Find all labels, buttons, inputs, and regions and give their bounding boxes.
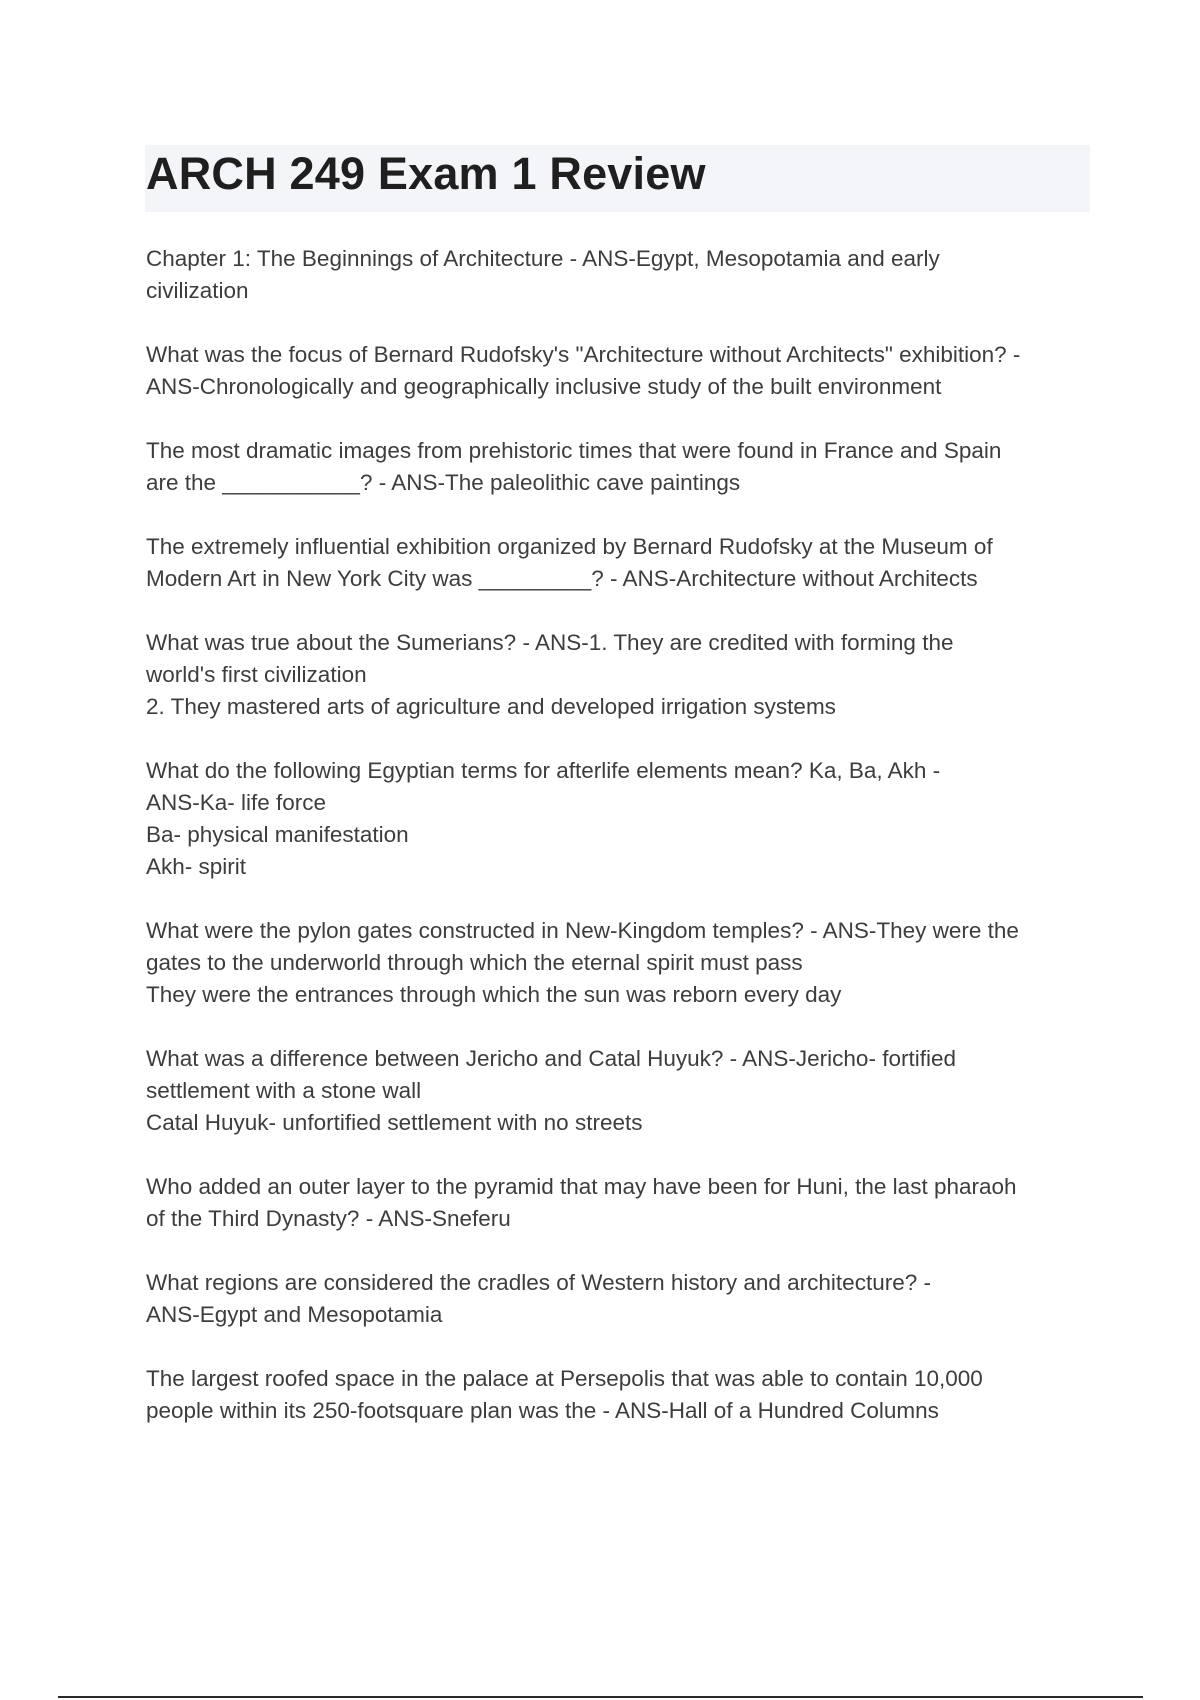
qa-line: Catal Huyuk- unfortified settlement with no streets <box>146 1110 643 1135</box>
qa-line: world's first civilization <box>146 662 367 687</box>
qa-line: What were the pylon gates constructed in New-Kingdom temples? - ANS-They were the <box>146 918 1019 943</box>
qa-line: of the Third Dynasty? - ANS-Sneferu <box>146 1206 511 1231</box>
qa-entry-9 <box>146 1171 1096 1235</box>
qa-line: What do the following Egyptian terms for afterlife elements mean? Ka, Ba, Akh - <box>146 758 941 783</box>
qa-list <box>146 243 1096 1459</box>
qa-line: Modern Art in New York City was _________? - ANS-Architecture without Architects <box>146 566 978 591</box>
qa-line: Ba- physical manifestation <box>146 822 409 847</box>
qa-entry-1 <box>146 243 1096 307</box>
qa-line: What was the focus of Bernard Rudofsky's "Architecture without Architects" exhibition? - <box>146 342 1021 367</box>
document-title: ARCH 249 Exam 1 Review <box>146 148 706 199</box>
qa-line: Akh- spirit <box>146 854 247 879</box>
qa-line: ANS-Chronologically and geographically inclusive study of the built environment <box>146 374 942 399</box>
qa-line: ANS-Ka- life force <box>146 790 327 815</box>
qa-entry-5 <box>146 627 1096 723</box>
qa-line: What was true about the Sumerians? - ANS-1. They are credited with forming the <box>146 630 954 655</box>
qa-entry-6 <box>146 755 1096 883</box>
qa-line: 2. They mastered arts of agriculture and developed irrigation systems <box>146 694 836 719</box>
qa-line: What regions are considered the cradles of Western history and architecture? - <box>146 1270 931 1295</box>
qa-line: gates to the underworld through which the eternal spirit must pass <box>146 950 803 975</box>
qa-line: are the ___________? - ANS-The paleolithic cave paintings <box>146 470 741 495</box>
qa-entry-10 <box>146 1267 1096 1331</box>
page-footer-rule <box>58 1696 1143 1698</box>
qa-line: Who added an outer layer to the pyramid that may have been for Huni, the last pharaoh <box>146 1174 1017 1199</box>
qa-entry-4 <box>146 531 1096 595</box>
qa-line: civilization <box>146 278 249 303</box>
qa-line: What was a difference between Jericho and Catal Huyuk? - ANS-Jericho- fortified <box>146 1046 956 1071</box>
qa-line: They were the entrances through which the sun was reborn every day <box>146 982 842 1007</box>
qa-entry-8 <box>146 1043 1096 1139</box>
qa-entry-7 <box>146 915 1096 1011</box>
qa-line: The most dramatic images from prehistoric times that were found in France and Spain <box>146 438 1002 463</box>
qa-line: ANS-Egypt and Mesopotamia <box>146 1302 443 1327</box>
qa-entry-3 <box>146 435 1096 499</box>
qa-line: Chapter 1: The Beginnings of Architecture - ANS-Egypt, Mesopotamia and early <box>146 246 940 271</box>
qa-entry-11 <box>146 1363 1096 1427</box>
qa-line: settlement with a stone wall <box>146 1078 422 1103</box>
qa-line: people within its 250-footsquare plan was the - ANS-Hall of a Hundred Columns <box>146 1398 939 1423</box>
qa-line: The largest roofed space in the palace at Persepolis that was able to contain 10,000 <box>146 1366 983 1391</box>
qa-line: The extremely influential exhibition organized by Bernard Rudofsky at the Museum of <box>146 534 993 559</box>
qa-entry-2 <box>146 339 1096 403</box>
